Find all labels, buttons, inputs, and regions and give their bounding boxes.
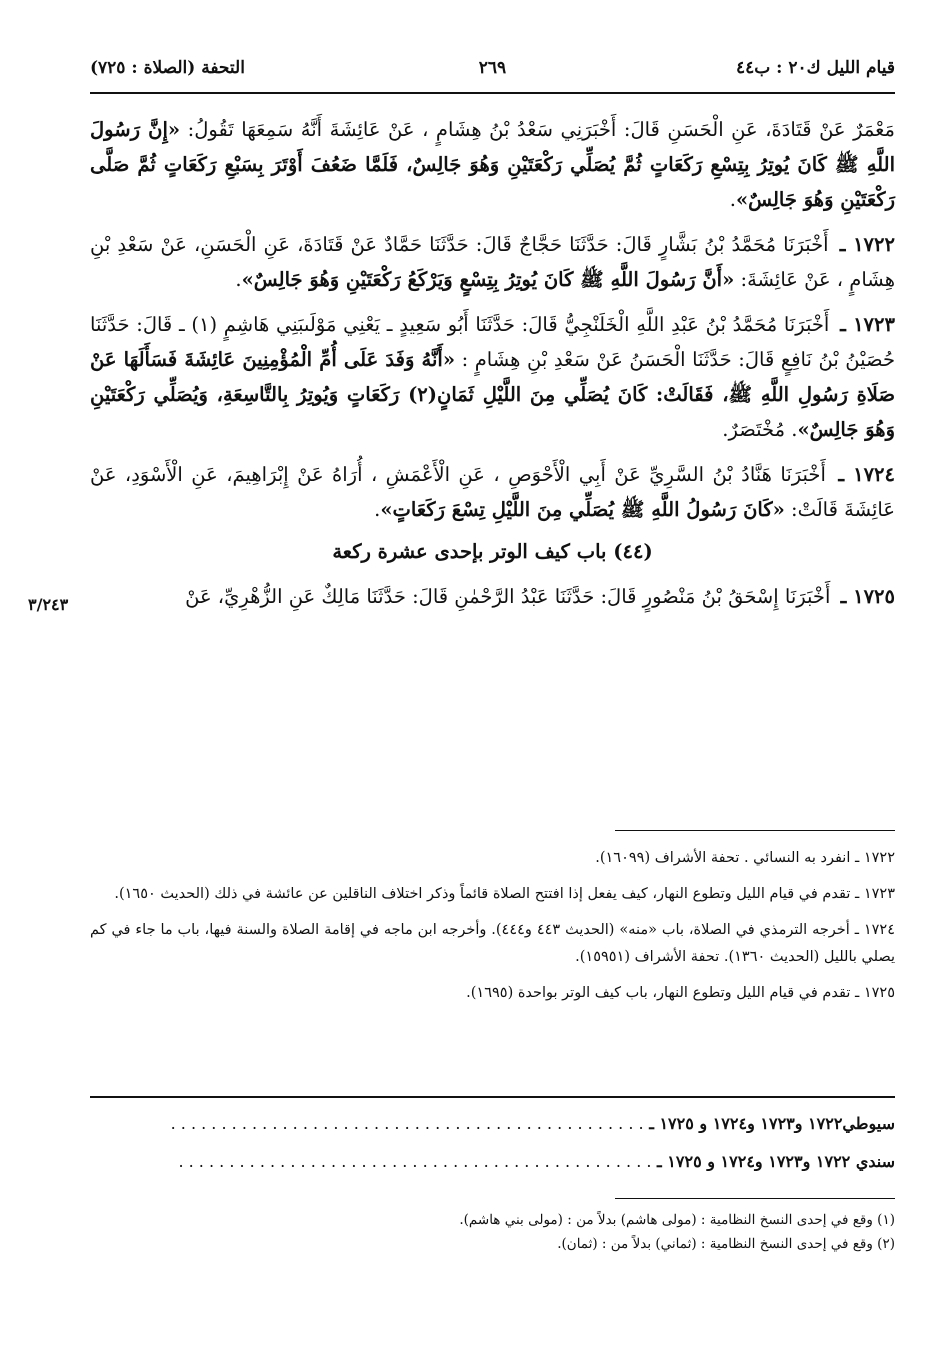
header-tuhfa-ref: التحفة (الصلاة : ٧٢٥) — [90, 58, 245, 78]
hadith-chain: أَخْبَرَنَا مُحَمَّدُ بْنُ بَشَّارٍ قَالَ: حَدَّثَنَا حَجَّاجٌ قَالَ: حَدَّثَنَا حَمَّادٌ عَنْ قَتَادَةَ، عَنِ الْحَسَنِ، عَنْ سَعْدِ بْنِ هِشَامٍ ، عَنْ عَائِشَةَ: — [90, 233, 895, 291]
hadith-tail: . — [374, 498, 381, 521]
main-text — [90, 112, 895, 624]
chapter-title: (٤٤) باب كيف الوتر بإحدى عشرة ركعة — [332, 540, 653, 563]
manuscript-notes — [90, 1208, 895, 1256]
hadith-tail: . مُخْتَصَرٌ. — [722, 418, 798, 441]
hadith-chain: أَخْبَرَنَا إِسْحَقُ بْنُ مَنْصُورٍ قَالَ: حَدَّثَنَا عَبْدُ الرَّحْمٰنِ قَالَ: حَدَّثَنَا مَالِكٌ عَنِ الزُّهْرِيِّ، عَنْ — [185, 585, 831, 608]
footnote-1723: ١٧٢٣ ـ تقدم في قيام الليل وتطوع النهار، كيف يفعل إذا افتتح الصلاة قائماً وذكر اختلاف الناقلين عن عائشة في ذلك (الحديث ١٦٥٠). — [114, 886, 895, 902]
commentary-label: سيوطي١٧٢٢ و١٧٢٣ و١٧٢٤ و ١٧٢٥ ـ — [649, 1114, 895, 1133]
footnote-rule — [615, 830, 895, 831]
commentary-dots: . . . . . . . . . . . . . . . . . . . . . . . . . . . . . . . . . . . . . . . . . . . . . . . — [178, 1152, 652, 1171]
commentary-rule — [90, 1096, 895, 1098]
hadith-1724 — [90, 457, 895, 527]
hadith-quote: «أَنَّ رَسُولَ اللَّهِ ﷺ كَانَ يُوتِرُ بِتِسْعٍ وَيَرْكَعُ رَكْعَتَيْنِ وَهُوَ جَالِسٌ» — [241, 268, 735, 291]
header-chapter-ref: قيام الليل ك٢٠ : ب٤٤ — [735, 58, 895, 78]
footnote-1725: ١٧٢٥ ـ تقدم في قيام الليل وتطوع النهار، باب كيف الوتر بواحدة (١٦٩٥). — [466, 985, 895, 1001]
commentary-label: سندي ١٧٢٢ و١٧٢٣ و١٧٢٤ و ١٧٢٥ ـ — [657, 1152, 895, 1171]
hadith-1723 — [90, 307, 895, 447]
hadith-number: ١٧٢٢ ـ — [839, 233, 895, 256]
hadith-number: ١٧٢٤ ـ — [838, 463, 895, 486]
page-number: ٢٦٩ — [478, 58, 507, 78]
header-rule — [90, 92, 895, 94]
hadith-continuation — [90, 112, 895, 217]
hadith-1725 — [90, 579, 895, 614]
hadith-chain: أَخْبَرَنَا مُحَمَّدُ بْنُ عَبْدِ اللَّهِ الْخَلَنْجِيُّ قَالَ: حَدَّثَنَا أَبُو سَعِيدٍ ـ يَعْنِي مَوْلَىبَنِي هَاشِمٍ (١) ـ قَالَ: حَدَّثَنَا حُصَيْنُ بْنُ نَافِعٍ قَالَ: حَدَّثَنَا الْحَسَنُ عَنْ سَعْدِ بْنِ هِشَامٍ : — [90, 313, 895, 371]
footnotes — [90, 845, 895, 1016]
commentary-sindi — [90, 1152, 895, 1171]
manuscript-note-1: (١) وقع في إحدى النسخ النظامية : (مولى هاشم) بدلاً من : (مولى بني هاشم). — [459, 1212, 895, 1228]
hadith-chain: مَعْمَرٌ عَنْ قَتَادَةَ، عَنِ الْحَسَنِ قَالَ: أَخْبَرَنِي سَعْدُ بْنُ هِشَامٍ ، عَنْ عَائِشَةَ أَنَّهُ سَمِعَهَا تَقُولُ: — [187, 118, 896, 141]
hadith-1722 — [90, 227, 895, 297]
manuscript-note-2: (٢) وقع في إحدى النسخ النظامية : (ثماني) بدلاً من : (ثمان). — [557, 1236, 895, 1252]
hadith-quote: «إِنَّ رَسُولَ اللَّهِ ﷺ كَانَ يُوتِرُ بِتِسْعِ رَكَعَاتٍ ثُمَّ يُصَلِّي رَكْعَتَيْنِ وَهُوَ جَالِسٌ، فَلَمَّا ضَعُفَ أَوْتَرَ بِسَبْعِ رَكَعَاتٍ ثُمَّ صَلَّى رَكْعَتَيْنِ وَهُوَ جَالِسٌ» — [90, 118, 895, 211]
footnote-1722: ١٧٢٢ ـ انفرد به النسائي . تحفة الأشراف (١٦٠٩٩). — [595, 850, 895, 866]
commentary-suyuti — [90, 1114, 895, 1133]
hadith-number: ١٧٢٥ ـ — [840, 585, 895, 608]
hadith-tail: . — [235, 268, 242, 291]
footnote-1724: ١٧٢٤ ـ أخرجه الترمذي في الصلاة، باب «منه» (الحديث ٤٤٣ و٤٤٤). وأخرجه ابن ماجه في إقامة الصلاة والسنة فيها، باب ما جاء في كم يصلي بالليل (الحديث ١٣٦٠). تحفة الأشراف (١٥٩٥١). — [90, 922, 895, 965]
commentary-dots: . . . . . . . . . . . . . . . . . . . . . . . . . . . . . . . . . . . . . . . . . . . . . . . — [170, 1114, 644, 1133]
hadith-quote: «كَانَ رَسُولُ اللَّهِ ﷺ يُصَلِّي مِنَ اللَّيْلِ تِسْعَ رَكَعَاتٍ» — [380, 498, 785, 521]
hadith-quote: «أَنَّهُ وَفَدَ عَلَى أُمِّ الْمُؤْمِنِينَ عَائِشَةَ فَسَأَلَهَا عَنْ صَلَاةِ رَسُولِ اللَّهِ ﷺ، فَقَالَتْ: كَانَ يُصَلِّي مِنَ اللَّيْلِ ثَمَانٍ(٢) رَكَعَاتٍ وَيُوتِرُ بِالتَّاسِعَةِ، وَيُصَلِّي رَكْعَتَيْنِ وَهُوَ جَالِسٌ» — [90, 348, 895, 441]
margin-volume-ref: ٣/٢٤٣ — [28, 595, 69, 614]
running-header — [90, 58, 895, 88]
hadith-tail: . — [729, 188, 736, 211]
notes-rule — [615, 1198, 895, 1199]
hadith-number: ١٧٢٣ ـ — [840, 313, 895, 336]
hadith-chain: أَخْبَرَنَا هَنَّادُ بْنُ السَّرِيِّ عَنْ أَبِي الْأَحْوَصِ ، عَنِ الْأَعْمَشِ ، أُرَاهُ عَنْ إِبْرَاهِيمَ، عَنِ الْأَسْوَدِ، عَنْ عَائِشَةَ قَالَتْ: — [90, 463, 895, 521]
